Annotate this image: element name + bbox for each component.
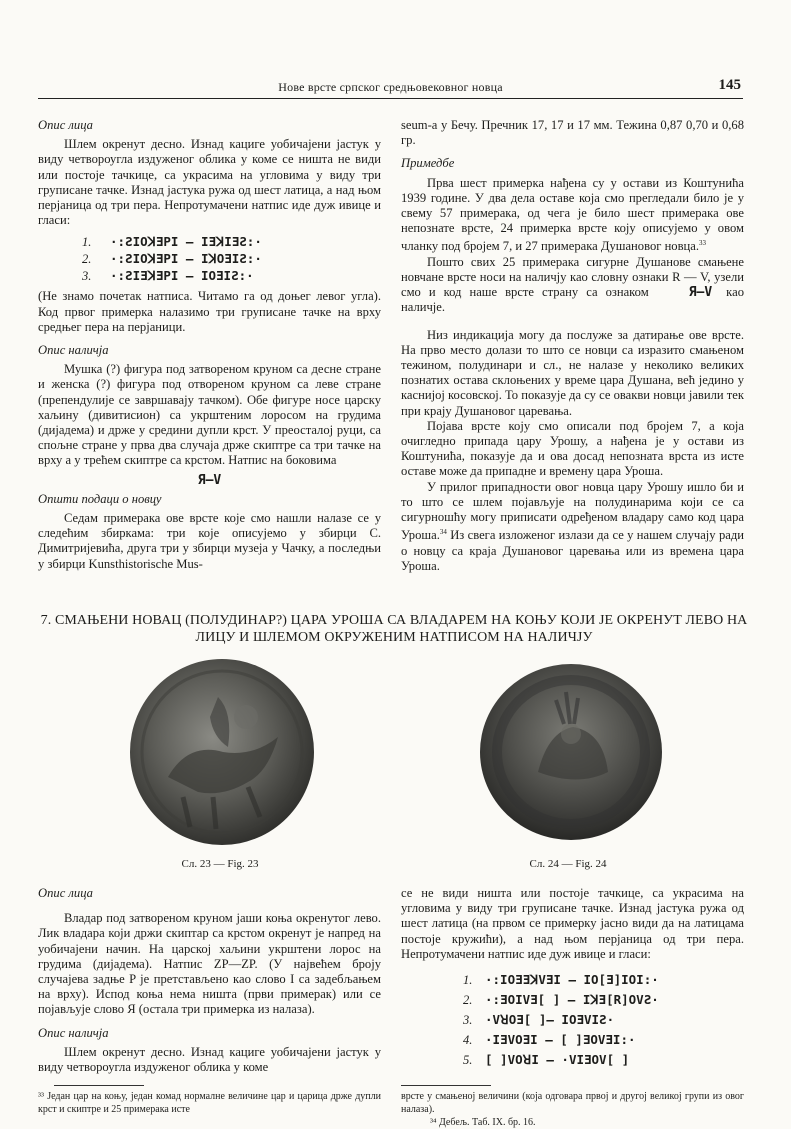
inscription-text: ·VꓤOƎ[ ]— IOƎVIƧ· <box>485 1012 615 1028</box>
subheading-general: Општи подаци о новцу <box>38 491 162 506</box>
inscription-line <box>463 1030 744 1050</box>
inscription-text: ·IƎVOƎI — [ ]ƎOVƎI:· <box>485 1032 636 1048</box>
inscription-number: 3. <box>82 269 92 284</box>
paragraph-text: У прилог припадности овог новца цару Урошу ишло би и то што се шлем појављује на полудинарима који се са сигурношћу могу приписати одређеном владару само код цара Уроша. <box>401 479 744 543</box>
paragraph-text: Прва шест примерка нађена су у остави из Коштунића 1939 године. У два дела оставе која смо прегледали било је у свему 57 примерака, од чега је било шест примерака ове непознате врсте, 24 примерка врсте коју описујемо у овом чланку под бројем 7, и 27 примерака Душановог новца. <box>401 175 744 254</box>
paragraph: Појава врсте коју смо описали под бројем 7, а која очигледно припада цару Урошу, а нађена је у остави из Коштунића, показује да и ова досад непозната врста из исте оставе може да припадне и времену цара Уроша. <box>401 418 744 479</box>
paragraph-text: Из свега изложеног излази да се у нашем случају ради о новцу са краја Душановог царевања или из времена цара Уроша. <box>401 528 744 573</box>
paragraph: Владар под затвореном круном јаши коња окренутог лево. Лик владара који држи скиптар са крстом окренут је напред на уобичајени начин. На царској хаљини укрштени лорос на грудима (дијадема). Натпис ZP—ZP. (У највећем броју случајева задње P је претстављено као слово I са задебљањем на врху). Испод коња нема ништа (први примерак) или се појављује слово Я (остала три примерка из налаза). <box>38 911 381 1017</box>
paragraph: Низ индикација могу да послуже за датирање ове врсте. На прво место долази то што се новци са изразито смањеном тежином, полудинари и сл., не налазе у неколико великих познатих остава склоњених у време цара Душана, већ једино у каснијој косовској. То показује да су се овакви новци јавили тек при крају Душановог царевања. <box>401 327 744 418</box>
inscription-line <box>82 267 381 284</box>
footnote-33: ³³ Један цар на коњу, један комад нормалне величине цар и царица држе дупли крст и скиптре и 25 примерака исте <box>38 1091 381 1115</box>
inscription-text: ·:ƧIOꓘƎPI — IꓘOƎIƧ:· <box>110 251 262 267</box>
inscription-list <box>82 233 381 284</box>
inscription-text: ·:ƧIOꓘƎPI — IƎꓘIƎƧ:· <box>110 234 262 250</box>
inscription-number: 3. <box>463 1013 473 1028</box>
paragraph <box>401 176 744 255</box>
paragraph: (Не знамо почетак натписа. Читамо га од доњег левог угла). Код првог примерка налазимо три груписане тачке на врху средњег пера на перјаници. <box>38 289 381 334</box>
inscription-text: ·:ƧIƎꓘƎPI — IOƎIƧ:· <box>110 268 254 284</box>
column-left-bottom <box>38 886 381 1075</box>
footnote-ref[interactable]: 34 <box>439 528 447 537</box>
footnote-ref[interactable]: 33 <box>699 239 707 248</box>
inscription-line <box>463 990 744 1010</box>
subheading-obverse: Опис лица <box>38 118 93 132</box>
paragraph: Шлем окренут десно. Изнад кациге уобичајени јастук у виду четвороугла издуженог облика у коме се ништа не види или постоје тачкице, са украсима на угловима у виду три груписане тачке. Изнад јастука ружа од шест латица, а над њом перјаница од три пера. Непротумачени натпис иде дуж ивице и гласи: <box>38 137 381 228</box>
section-heading: 7. СМАЊЕНИ НОВАЦ (ПОЛУДИНАР?) ЦАРА УРОША СА ВЛАДАРЕМ НА КОЊУ КОЈИ ЈЕ ОКРЕНУТ ЛЕВО НА ЛИЦУ И ШЛЕМОМ ОКРУЖЕНИМ НАТПИСОМ НА НАЛИЧЈУ <box>40 613 748 645</box>
paragraph-text: Пошто свих 25 примерака сигурне Душанове смањене новчане врсте носи на наличју као словну ознаки R — V, узели смо и код наше врсте страну са ознаком <box>401 254 744 300</box>
inscription-number: 2. <box>82 252 92 267</box>
coin-image-fig23 <box>128 657 316 847</box>
column-right-bottom <box>401 886 744 1070</box>
figure-caption: Сл. 23 — Fig. 23 <box>181 858 259 870</box>
subheading-reverse: Опис наличја <box>38 1025 109 1040</box>
legend-glyph: Я—V <box>197 472 222 488</box>
inscription-line <box>463 970 744 990</box>
inscription-line <box>463 1010 744 1030</box>
page-number: 145 <box>718 77 741 93</box>
inscription-line <box>82 250 381 267</box>
subheading-obverse: Опис лица <box>38 886 93 900</box>
subheading-reverse: Опис наличја <box>38 343 109 358</box>
coin-image-fig24 <box>478 662 664 842</box>
column-right-top <box>401 118 744 574</box>
figure-caption: Сл. 24 — Fig. 24 <box>529 858 607 870</box>
paragraph: Седам примерака ове врсте које смо нашли налазе се у следећим збиркама: три које описујемо у збирци С. Димитријевића, друга три у збирци музеја у Чачку, а последњи у збирци Kunsthistorische Mus- <box>38 511 381 571</box>
inscription-number: 1. <box>82 235 92 250</box>
column-left-top <box>38 118 381 572</box>
paragraph <box>401 255 744 316</box>
inscription-text: [ ]VOꓤI — ·VIƎOV[ ] <box>485 1052 630 1068</box>
inscription-number: 2. <box>463 993 473 1008</box>
paragraph-text: као наличје. <box>401 285 744 315</box>
inscription-line <box>463 1050 744 1070</box>
inscription-number: 4. <box>463 1033 473 1048</box>
inscription-line <box>82 233 381 250</box>
running-header <box>38 77 743 99</box>
running-title: Нове врсте српског средњовековног новца <box>278 80 503 94</box>
subheading-notes: Примедбе <box>401 156 455 171</box>
paragraph <box>401 480 744 574</box>
paragraph: се не види ништа или постоје тачкице, са украсима на угловима у виду три груписане тачке. Изнад јастука ружа од шест латица (на првом се примерку јасно види да на латицама постоје кружићи), а над њом перјаница од три пера. Непротумачени натпис иде дуж ивице и гласи: <box>401 886 744 961</box>
inscription-number: 5. <box>463 1053 473 1068</box>
footnote-rule <box>401 1085 491 1086</box>
inscription-text: ·:ƎOIVƎ[ ] — IꓘƎ[R]OVƧ· <box>485 992 659 1008</box>
paragraph: Шлем окренут десно. Изнад кациге уобичајени јастук у виду четвороугла издуженог облика у коме <box>38 1044 381 1075</box>
footnote-33-continued: врсте у смањеној величини (која одговара првој и другој великој групи из овог налаза). <box>401 1091 744 1115</box>
paragraph: seum-а у Бечу. Пречник 17, 17 и 17 мм. Тежина 0,87 0,70 и 0,68 гр. <box>401 118 744 148</box>
footnote-rule <box>54 1085 144 1086</box>
inscription-text: ·:IOƎƎꓘVƎI — IO[Ǝ]IOI:· <box>485 972 659 988</box>
footnote-34: ³⁴ Дебељ. Таб. IX. бр. 16. <box>430 1117 536 1128</box>
inscription-list <box>463 970 744 1070</box>
legend-glyph: Я—V <box>688 285 713 301</box>
inscription-number: 1. <box>463 973 473 988</box>
paragraph: Мушка (?) фигура под затвореном круном са десне стране и женска (?) фигура под отвореном круном са леве стране (препендулије се завршавају тачком). Обе фигуре носе царску хаљину (дивитисион) са укрштеним лоросом на грудима (дијадема) и држе у средини дупли крст. У преосталој руци, са спољне стране у прва два случаја држе скиптре са три тачке на врху а у трећем скиптре са крстом. Натпис на боковима <box>38 362 381 468</box>
